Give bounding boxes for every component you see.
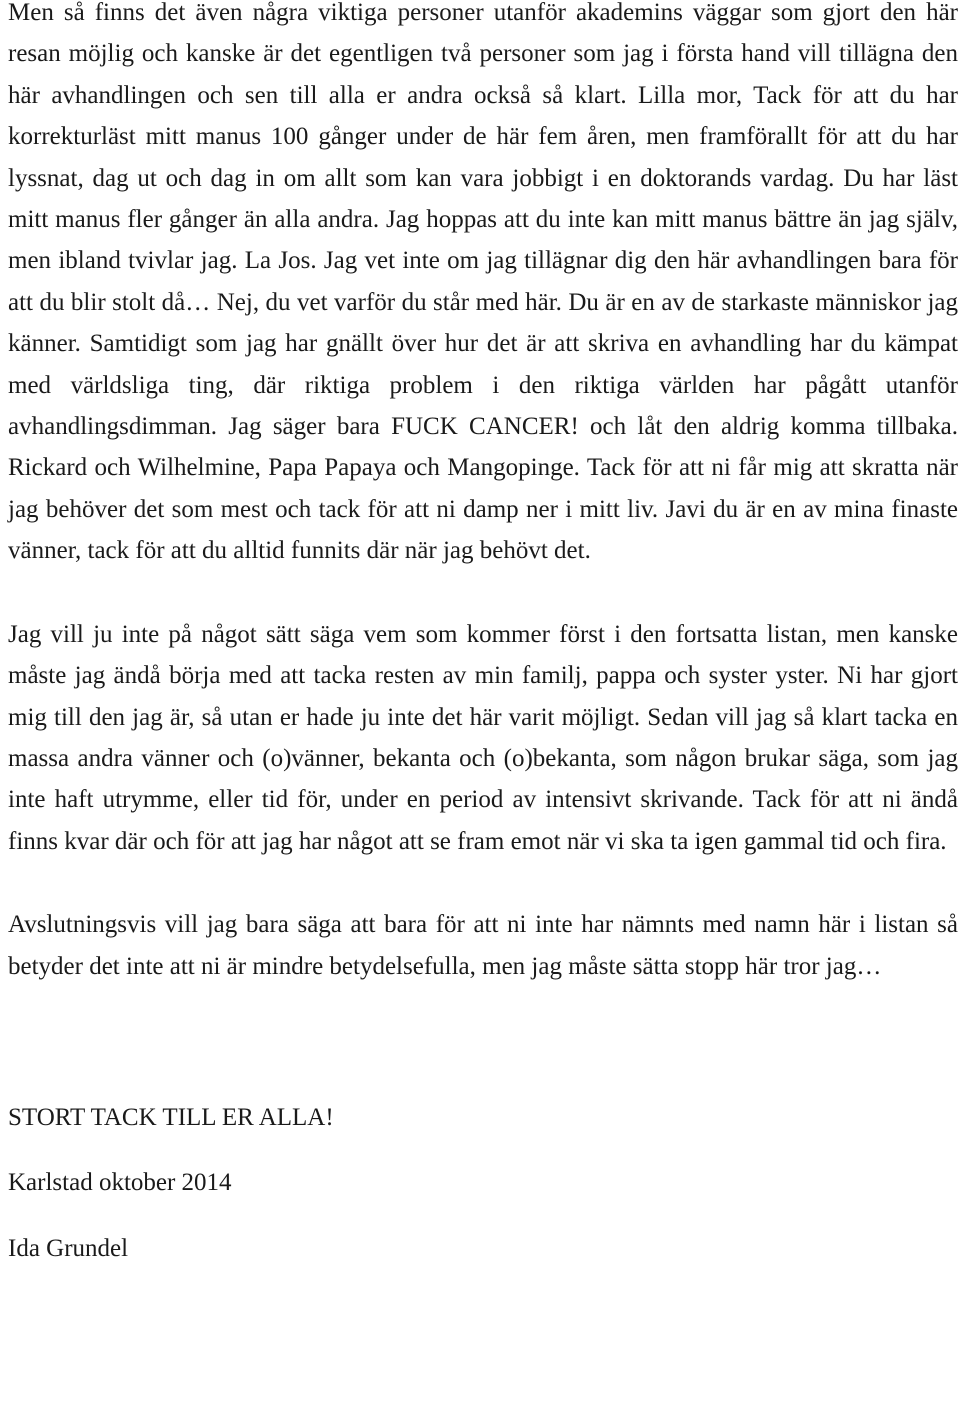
closing-line: STORT TACK TILL ER ALLA! (8, 1103, 334, 1131)
document-page (8, 0, 958, 1269)
place-date: Karlstad oktober 2014 (8, 1169, 232, 1197)
signature: Ida Grundel (8, 1234, 129, 1262)
paragraph-closing-remarks: Avslutningsvis vill jag bara säga att bara för att ni inte har nämnts med namn här i listan så betyder det inte att ni är mindre betydelsefulla, men jag måste sätta stopp här tror jag… (8, 911, 958, 980)
paragraph-acknowledgements-friends: Jag vill ju inte på något sätt säga vem som kommer först i den fortsatta listan, men kanske måste jag ändå börja med att tacka resten av min familj, pappa och syster yster. Ni har gjort mig till den jag är, så utan er hade ju inte det här varit möjligt. Sedan vill jag så klart tacka en massa andra vänner och (o)vänner, bekanta och (o)bekanta, som någon brukar säga, som jag inte haft utrymme, eller tid för, under en period av intensivt skrivande. Tack för att ni ändå finns kvar där och för att jag har något att se fram emot när vi ska ta igen gammal tid och fira. (8, 620, 958, 855)
paragraph-acknowledgements-family: Men så finns det även några viktiga personer utanför akademins väggar som gjort den här resan möjlig och kanske är det egentligen två personer som jag i första hand vill tillägna den här avhandlingen och sen till alla er andra också så klart. Lilla mor, Tack för att du har korrekturläst mitt manus 100 gånger under de här fem åren, men framförallt för att du har lyssnat, dag ut och dag in om allt som kan vara jobbigt i en doktorands vardag. Du har läst mitt manus fler gånger än alla andra. Jag hoppas att du inte kan mitt manus bättre än jag själv, men ibland tvivlar jag. La Jos. Jag vet inte om jag tillägnar dig den här avhandlingen bara för att du blir stolt då… Nej, du vet varför du står med här. Du är en av de starkaste människor jag känner. Samtidigt som jag har gnällt över hur det är att skriva en avhandling har du kämpat med världsliga ting, där riktiga problem i den riktiga världen har pågått utanför avhandlingsdimman. Jag säger bara FUCK CANCER! och låt den aldrig komma tillbaka. Rickard och Wilhelmine, Papa Papaya och Mangopinge. Tack för att ni får mig att skratta när jag behöver det som mest och tack för att ni damp ner i mitt liv. Javi du är en av mina finaste vänner, tack för att du alltid funnits där när jag behövt det. (8, 0, 958, 565)
